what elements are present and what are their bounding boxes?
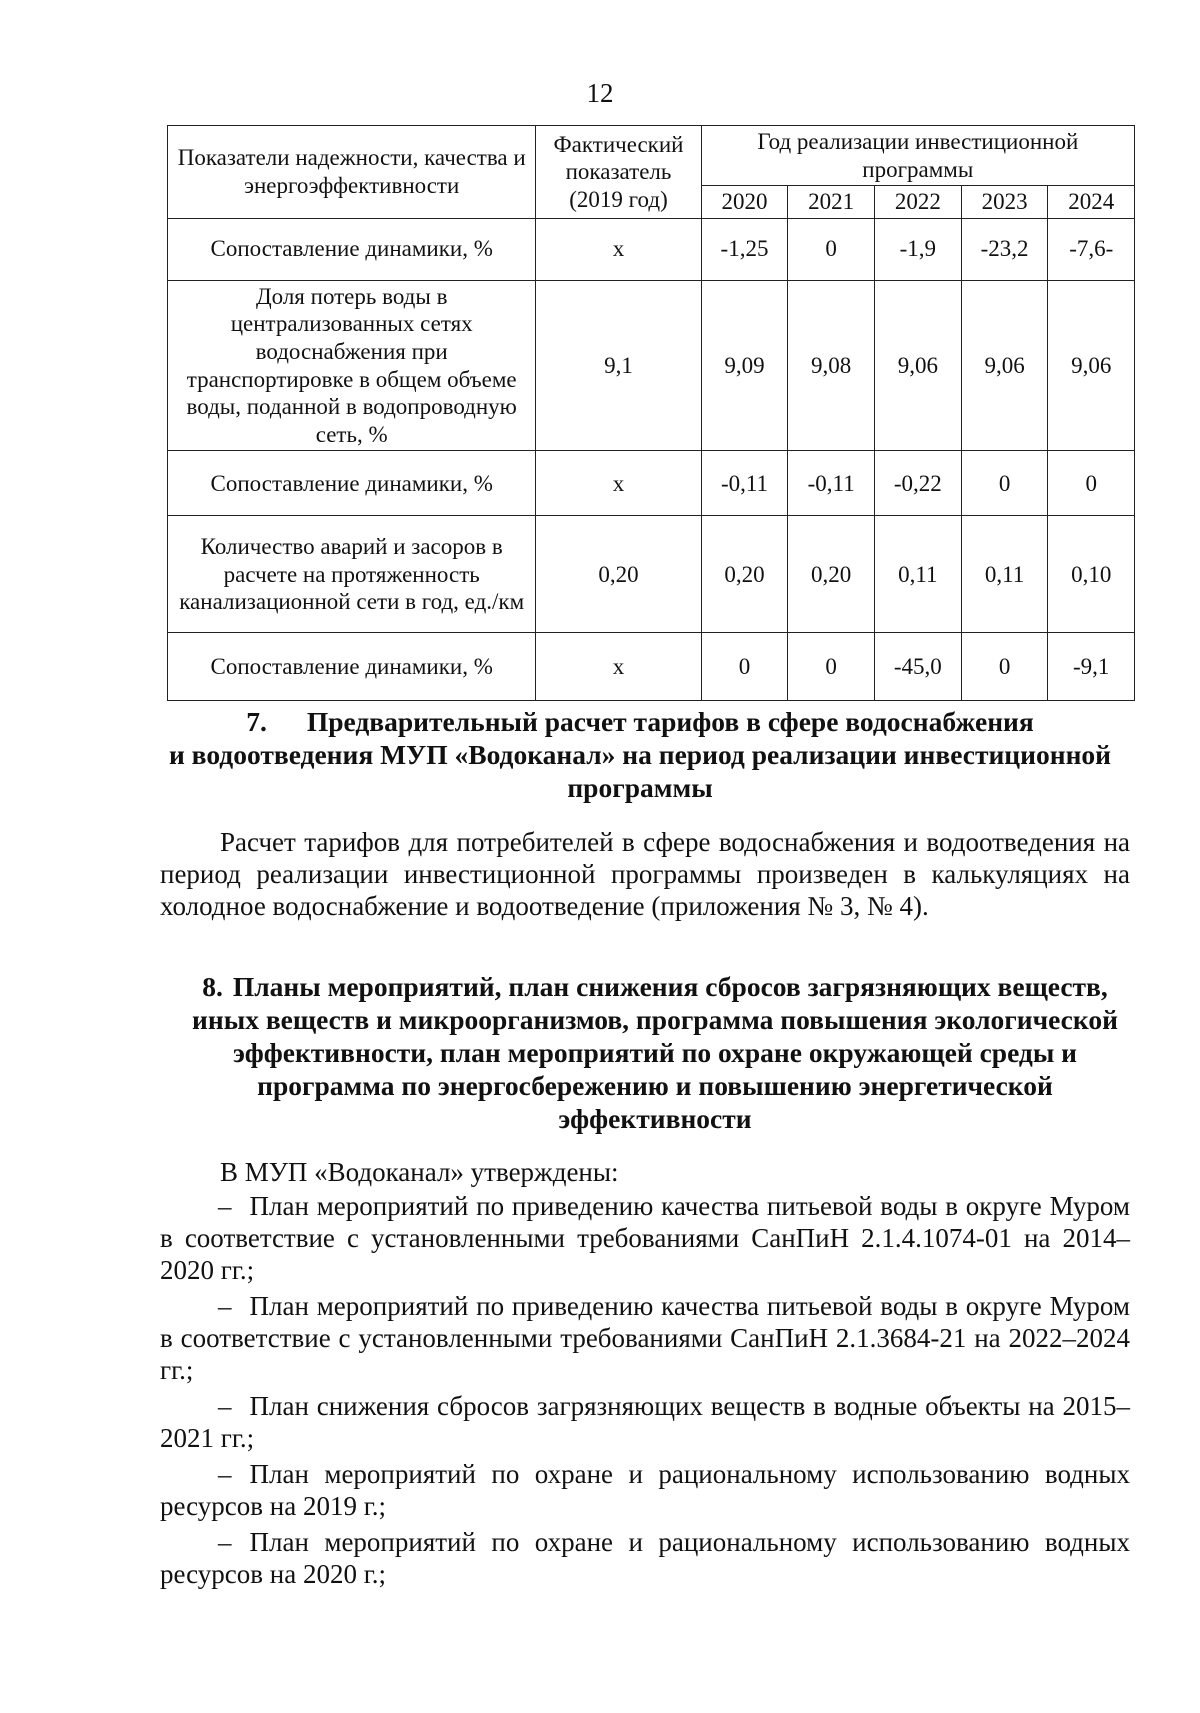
header-years-group: Год реализации инвестиционной программы [701, 126, 1134, 186]
section-7-title-rest: и водоотведения МУП «Водоканал» на период реализации инвестиционной программы [168, 739, 1112, 803]
row-value: 9,08 [788, 280, 875, 451]
header-indicators: Показатели надежности, качества и энергоэффективности [168, 126, 536, 219]
section-7-number: 7. [246, 706, 267, 737]
list-dash: – [218, 1459, 232, 1489]
row-value: -23,2 [961, 218, 1048, 280]
row-actual: х [536, 633, 701, 701]
indicators-table [167, 125, 1135, 701]
header-year: 2021 [788, 186, 875, 219]
list-item-text: План мероприятий по приведению качества питьевой воды в округе Муром в соответствие с установленными требованиями СанПиН 2.1.3684-21 на 2022–2024 гг.; [160, 1291, 1130, 1385]
row-value: 0,10 [1048, 516, 1135, 633]
section-7-title-line [150, 705, 1130, 738]
row-value: 0,20 [788, 516, 875, 633]
list-dash: – [218, 1527, 232, 1557]
row-value: 9,06 [1048, 280, 1135, 451]
list-item-text: План мероприятий по охране и рациональному использованию водных ресурсов на 2019 г.; [160, 1459, 1130, 1521]
row-value: -45,0 [874, 633, 961, 701]
section-8-title: Планы мероприятий, план снижения сбросов загрязняющих веществ, иных веществ и микроорганизмов, программа повышения экологической эффективности, план мероприятий по охране окружающей среды и программа по энергосбережению и повышению энергетической эффективности [192, 971, 1118, 1134]
section-8-intro: В МУП «Водоканал» утверждены: [220, 1157, 619, 1187]
row-actual: х [536, 451, 701, 516]
table-row [168, 451, 1135, 516]
header-year: 2024 [1048, 186, 1135, 219]
table-row [168, 218, 1135, 280]
table-header-row [168, 126, 1135, 186]
table-row [168, 280, 1135, 451]
row-value: 0,20 [701, 516, 788, 633]
list-dash: – [218, 1391, 232, 1421]
header-year: 2023 [961, 186, 1048, 219]
list-item-text: План мероприятий по охране и рациональному использованию водных ресурсов на 2020 г.; [160, 1527, 1130, 1589]
header-year: 2022 [874, 186, 961, 219]
row-value: 0 [1048, 451, 1135, 516]
row-value: 9,06 [874, 280, 961, 451]
row-label: Сопоставление динамики, % [168, 218, 536, 280]
table-row [168, 633, 1135, 701]
section-8-number: 8. [202, 971, 223, 1002]
list-dash: – [218, 1291, 232, 1321]
row-value: -0,22 [874, 451, 961, 516]
row-value: 0 [701, 633, 788, 701]
row-label: Доля потерь воды в централизованных сетях водоснабжения при транспортировке в общем объеме воды, поданной в водопроводную сеть, % [168, 280, 536, 451]
row-value: 0 [961, 633, 1048, 701]
row-value: 0 [788, 218, 875, 280]
row-value: -1,9 [874, 218, 961, 280]
header-actual: Фактический показатель (2019 год) [536, 126, 701, 219]
row-actual: 0,20 [536, 516, 701, 633]
row-label: Сопоставление динамики, % [168, 451, 536, 516]
row-value: 0,11 [874, 516, 961, 633]
list-item [160, 1290, 1130, 1386]
section-7-title-start: Предварительный расчет тарифов в сфере водоснабжения [306, 706, 1034, 737]
row-value: -9,1 [1048, 633, 1135, 701]
row-value: 0 [961, 451, 1048, 516]
section-7-paragraph: Расчет тарифов для потребителей в сфере водоснабжения и водоотведения на период реализации инвестиционной программы произведен в калькуляциях на холодное водоснабжение и водоотведение (приложения № 3, № 4). [160, 827, 1130, 921]
header-year: 2020 [701, 186, 788, 219]
list-item [160, 1390, 1130, 1454]
row-actual: х [536, 218, 701, 280]
row-label: Сопоставление динамики, % [168, 633, 536, 701]
list-item-text: План мероприятий по приведению качества питьевой воды в округе Муром в соответствие с установленными требованиями СанПиН 2.1.4.1074-01 на 2014–2020 гг.; [160, 1191, 1130, 1285]
list-dash: – [218, 1191, 232, 1221]
list-item [160, 1526, 1130, 1590]
row-value: 0 [788, 633, 875, 701]
approved-plans-list [160, 1190, 1130, 1594]
row-value: 9,09 [701, 280, 788, 451]
section-7-heading [150, 705, 1130, 804]
table-row [168, 516, 1135, 633]
row-value: -7,6- [1048, 218, 1135, 280]
list-item [160, 1190, 1130, 1286]
row-value: -0,11 [701, 451, 788, 516]
row-value: -0,11 [788, 451, 875, 516]
row-label: Количество аварий и засоров в расчете на протяженность канализационной сети в год, ед./км [168, 516, 536, 633]
row-value: 0,11 [961, 516, 1048, 633]
list-item-text: План снижения сбросов загрязняющих веществ в водные объекты на 2015–2021 гг.; [160, 1391, 1130, 1453]
row-actual: 9,1 [536, 280, 701, 451]
page-number: 12 [586, 78, 614, 108]
row-value: 9,06 [961, 280, 1048, 451]
row-value: -1,25 [701, 218, 788, 280]
list-item [160, 1458, 1130, 1522]
section-8-heading [175, 970, 1135, 1135]
